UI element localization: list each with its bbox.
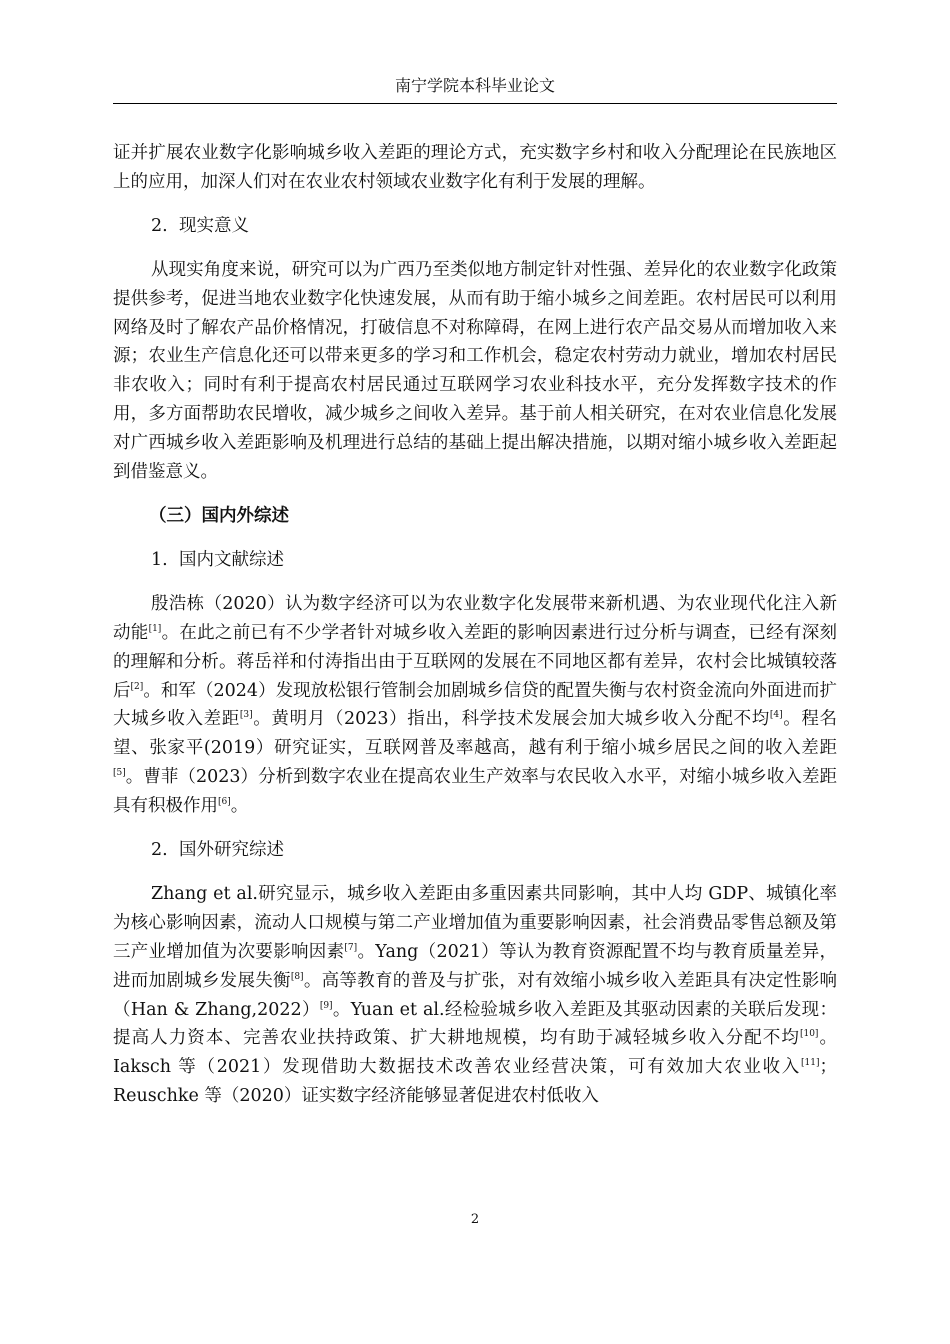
- heading-foreign-review: [113, 836, 837, 865]
- page-body: [113, 139, 837, 1111]
- text-run: 。和军（2024）发现放松银行管制会加剧城乡信贷的配置失衡与农村资金流向外面进而扩大城乡收入差距: [113, 680, 837, 730]
- paragraph-practical-significance: 从现实角度来说，研究可以为广西乃至类似地方制定针对性强、差异化的农业数字化政策提供参考，促进当地农业数字化快速发展，从而有助于缩小城乡之间差距。农村居民可以利用网络及时了解农产品价格情况，打破信息不对称障碍，在网上进行农产品交易从而增加收入来源；农业生产信息化还可以带来更多的学习和工作机会，稳定农村劳动力就业，增加农村居民非农收入；同时有利于提高农村居民通过互联网学习农业科技水平，充分发挥数字技术的作用，多方面帮助农民增收，减少城乡之间收入差异。基于前人相关研究，在对农业信息化发展对广西城乡收入差距影响及机理进行总结的基础上提出解决措施，以期对缩小城乡收入差距起到借鉴意义。: [113, 259, 837, 483]
- citation-ref: [4]: [769, 710, 783, 721]
- heading-number: 2.: [151, 840, 168, 861]
- citation-ref: [5]: [113, 768, 126, 779]
- heading-domestic-review: [113, 546, 837, 575]
- citation-ref: [7]: [344, 942, 358, 953]
- citation-ref: [11]: [801, 1058, 820, 1069]
- text-run: 。黄明月（2023）指出，科学技术发展会加大城乡收入分配不均: [252, 709, 770, 730]
- citation-ref: [3]: [239, 710, 253, 721]
- text-run: 。在此之前已有不少学者针对城乡收入差距的影响因素进行过分析与调查，已经有深刻的理解和分析。蒋岳祥和付涛指出由于互联网的发展在不同地区都有差异，农村会比城镇较落后: [113, 622, 837, 701]
- heading-text: 国外研究综述: [179, 840, 284, 861]
- citation-ref: [2]: [130, 681, 144, 692]
- citation-ref: [8]: [290, 971, 304, 982]
- text-run: 。Yang（2021）等认为教育资源配置不均与教育质量差异，进而加剧城乡发展失衡: [113, 941, 837, 991]
- heading-text: 国内文献综述: [179, 549, 284, 570]
- citation-ref: [10]: [799, 1029, 819, 1040]
- heading-practical-significance: [113, 212, 837, 241]
- text-run: Zhang et al.研究显示，城乡收入差距由多重因素共同影响，其中人均 GDP、城镇化率为核心影响因素，流动人口规模与第二产业增加值为重要影响因素，社会消费品零售总额及第三产业增加值为次要影响因素: [113, 883, 837, 962]
- text-run: ；Reuschke 等（2020）证实数字经济能够显著促进农村低收入: [113, 1057, 837, 1107]
- paragraph-foreign-review: [113, 880, 837, 1111]
- text-run: 。程名望、张家平(2019）研究证实，互联网普及率越高，越有利于缩小城乡居民之间的收入差距: [113, 709, 838, 759]
- heading-number: 1.: [151, 549, 168, 570]
- page-number: 2: [470, 1212, 480, 1227]
- citation-ref: [6]: [218, 797, 231, 808]
- heading-text: 现实意义: [179, 215, 249, 236]
- running-header: 南宁学院本科毕业论文: [394, 76, 555, 95]
- text-run: 殷浩栋（2020）认为数字经济可以为农业数字化发展带来新机遇、为农业现代化注入新动能: [113, 593, 837, 643]
- citation-ref: [1]: [148, 623, 162, 634]
- heading-number: 2.: [151, 215, 168, 236]
- text-run: 。高等教育的普及与扩张，对有效缩小城乡收入差距具有决定性影响（Han & Zhang,2022）: [113, 970, 837, 1020]
- section-heading-literature-review: （三）国内外综述: [149, 505, 289, 526]
- text-run: 。: [230, 796, 249, 817]
- text-run: 。曹菲（2023）分析到数字农业在提高农业生产效率与农民收入水平，对缩小城乡收入差距具有积极作用: [113, 767, 837, 817]
- paragraph-theoretical-continuation: 证并扩展农业数字化影响城乡收入差距的理论方式，充实数字乡村和收入分配理论在民族地区上的应用，加深人们对在农业农村领域农业数字化有利于发展的理解。: [113, 143, 837, 192]
- citation-ref: [9]: [319, 1000, 333, 1011]
- paragraph-domestic-review: [113, 590, 837, 821]
- header-rule: [113, 103, 837, 104]
- text-run: 。Iaksch 等（2021）发现借助大数据技术改善农业经营决策，可有效加大农业收入: [113, 1028, 838, 1078]
- text-run: 。Yuan et al.经检验城乡收入差距及其驱动因素的关联后发现：提高人力资本、完善农业扶持政策、扩大耕地规模，均有助于减轻城乡收入分配不均: [113, 999, 837, 1049]
